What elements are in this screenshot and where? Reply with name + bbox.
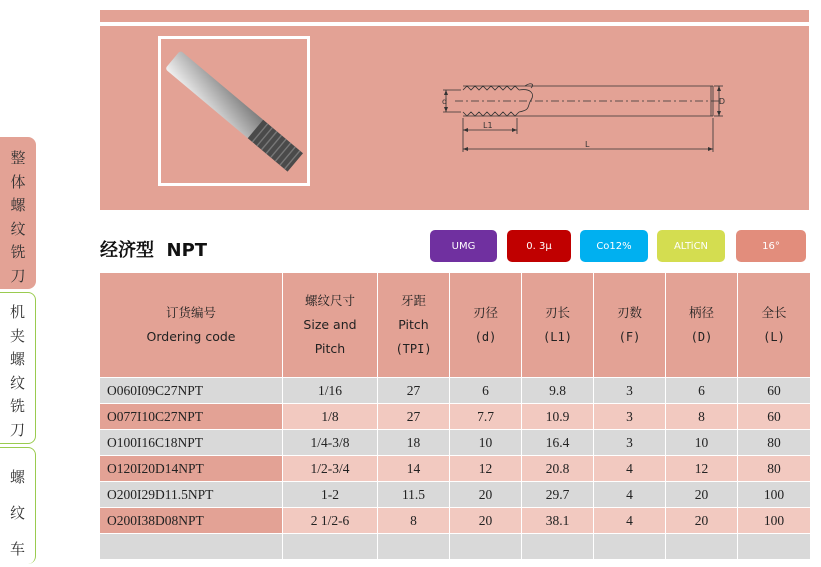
tab-char: 铣 xyxy=(9,397,25,415)
cell-pitch: 27 xyxy=(378,404,450,430)
cell-pitch: 11.5 xyxy=(378,482,450,508)
badge-coating: ALTiCN xyxy=(657,230,725,262)
dim-D-label: D xyxy=(718,97,725,106)
tab-char: 刀 xyxy=(10,266,26,285)
cell-ordering-code: O100I16C18NPT xyxy=(100,430,283,456)
cell-size: 1-2 xyxy=(283,482,378,508)
tab-char: 机 xyxy=(9,303,25,321)
table-row xyxy=(100,378,811,404)
badge-helix-angle: 16° xyxy=(736,230,806,262)
table-row xyxy=(100,456,811,482)
cell-size: 1/2-3/4 xyxy=(283,456,378,482)
tab-char: 夹 xyxy=(9,326,25,345)
spec-table xyxy=(99,272,811,560)
table-row xyxy=(100,508,811,534)
tab-char: 纹 xyxy=(9,373,25,392)
cell-L: 60 xyxy=(738,378,811,404)
badge-substrate: UMG xyxy=(430,230,497,262)
tab-char: 铣 xyxy=(10,243,26,261)
cell-F: 3 xyxy=(594,378,666,404)
cell-d: 7.7 xyxy=(450,404,522,430)
thread-mill-drawing-icon xyxy=(435,72,725,154)
tab-char: 体 xyxy=(10,172,26,191)
cell-size: 1/16 xyxy=(283,378,378,404)
cell-d: 12 xyxy=(450,456,522,482)
tab-char: 螺 xyxy=(10,196,26,214)
col-header-flutes: 刃数 (F) xyxy=(594,273,666,378)
cell-ordering-code: O200I38D08NPT xyxy=(100,508,283,534)
cell-ordering-code: O077I10C27NPT xyxy=(100,404,283,430)
cell-pitch: 14 xyxy=(378,456,450,482)
table-row-empty xyxy=(100,534,811,560)
cell-D: 6 xyxy=(666,378,738,404)
cell-F: 4 xyxy=(594,508,666,534)
cell-pitch: 27 xyxy=(378,378,450,404)
product-photo xyxy=(158,36,310,186)
cell-L: 60 xyxy=(738,404,811,430)
dim-L-label: L xyxy=(585,140,590,149)
col-header-ordering-code: 订货编号 Ordering code xyxy=(100,273,283,378)
cell-D: 20 xyxy=(666,508,738,534)
cell-ordering-code: O060I09C27NPT xyxy=(100,378,283,404)
cell-pitch: 8 xyxy=(378,508,450,534)
cell-d: 20 xyxy=(450,508,522,534)
col-header-pitch: 牙距 Pitch (TPI) xyxy=(378,273,450,378)
cell-F: 3 xyxy=(594,404,666,430)
cell-L: 80 xyxy=(738,456,811,482)
cell-L: 80 xyxy=(738,430,811,456)
cell-F: 4 xyxy=(594,456,666,482)
cell-d: 10 xyxy=(450,430,522,456)
cell-L: 100 xyxy=(738,508,811,534)
thread-mill-photo-icon xyxy=(161,39,307,183)
page-title: 经济型 NPT xyxy=(100,240,208,261)
cell-D: 12 xyxy=(666,456,738,482)
cell-ordering-code: O200I29D11.5NPT xyxy=(100,482,283,508)
cell-L1: 10.9 xyxy=(522,404,594,430)
cell-L1: 38.1 xyxy=(522,508,594,534)
top-band xyxy=(100,10,809,22)
cell-d: 6 xyxy=(450,378,522,404)
cell-F: 4 xyxy=(594,482,666,508)
table-row xyxy=(100,404,811,430)
tab-char: 螺 xyxy=(9,350,25,368)
cell-size: 1/4-3/8 xyxy=(283,430,378,456)
cell-D: 20 xyxy=(666,482,738,508)
cell-size: 1/8 xyxy=(283,404,378,430)
tab-char: 螺 xyxy=(9,468,25,486)
cell-d: 20 xyxy=(450,482,522,508)
cell-L1: 20.8 xyxy=(522,456,594,482)
cell-ordering-code: O120I20D14NPT xyxy=(100,456,283,482)
cell-pitch: 18 xyxy=(378,430,450,456)
tab-char: 纹 xyxy=(10,219,26,238)
cell-L1: 9.8 xyxy=(522,378,594,404)
sidebar-tab-thread-turning[interactable] xyxy=(0,447,36,564)
sidebar-tab-solid-thread-mill[interactable] xyxy=(0,137,36,289)
sidebar-tab-indexable-thread-mill[interactable] xyxy=(0,292,36,444)
badge-grain-size: 0. 3μ xyxy=(507,230,571,262)
tab-char: 刀 xyxy=(9,420,25,439)
col-header-size: 螺纹尺寸 Size and Pitch xyxy=(283,273,378,378)
table-row xyxy=(100,482,811,508)
cell-D: 8 xyxy=(666,404,738,430)
col-header-shank-diameter: 柄径 (D) xyxy=(666,273,738,378)
badge-cobalt: Co12% xyxy=(580,230,648,262)
col-header-cutting-length: 刃长 (L1) xyxy=(522,273,594,378)
tab-char: 纹 xyxy=(9,504,25,522)
cell-F: 3 xyxy=(594,430,666,456)
table-header-row xyxy=(100,273,811,378)
technical-drawing xyxy=(435,72,725,154)
tab-char: 整 xyxy=(10,149,26,167)
cell-L1: 29.7 xyxy=(522,482,594,508)
dim-d-label: d xyxy=(442,97,448,106)
cell-size: 2 1/2-6 xyxy=(283,508,378,534)
cell-L1: 16.4 xyxy=(522,430,594,456)
table-row xyxy=(100,430,811,456)
cell-D: 10 xyxy=(666,430,738,456)
dim-L1-label: L1 xyxy=(483,121,493,130)
col-header-cutting-diameter: 刃径 (d) xyxy=(450,273,522,378)
col-header-overall-length: 全长 (L) xyxy=(738,273,811,378)
cell-L: 100 xyxy=(738,482,811,508)
tab-char: 车 xyxy=(9,540,25,558)
